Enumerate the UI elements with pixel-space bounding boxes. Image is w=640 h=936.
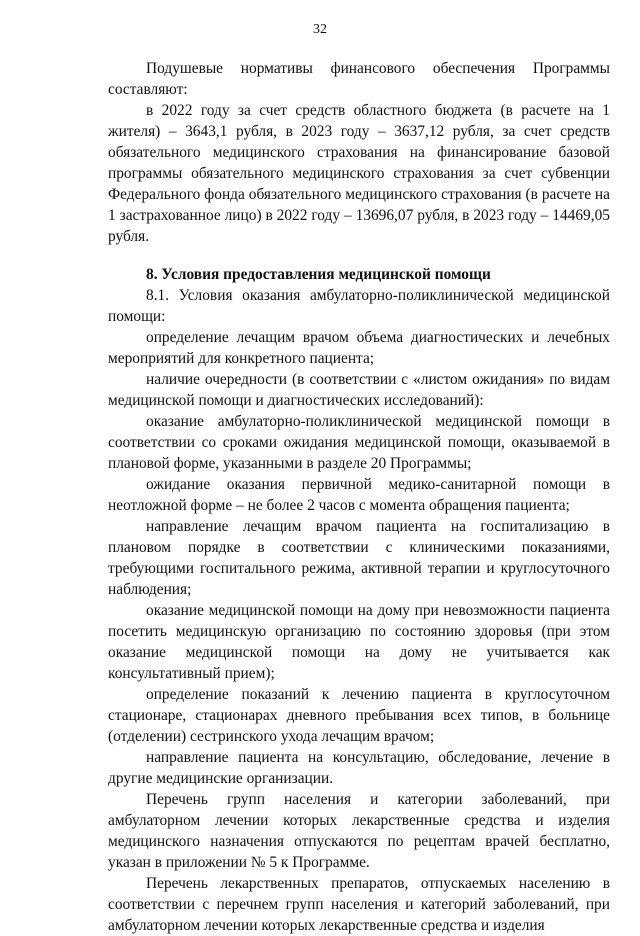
paragraph: оказание амбулаторно-поликлинической медицинской помощи в соответствии со сроками ожидания медицинской помощи, оказываемой в плановой форме, указанными в разделе 20 Программы; [108, 413, 610, 472]
paragraph: ожидание оказания первичной медико-санитарной помощи в неотложной форме – не более 2 часов с момента обращения пациента; [108, 476, 610, 514]
paragraph: направление пациента на консультацию, обследование, лечение в другие медицинские организации. [108, 749, 610, 787]
paragraph: в 2022 году за счет средств областного бюджета (в расчете на 1 жителя) – 3643,1 рубля, в 2023 году – 3637,12 рубля, за счет средств обязательного медицинского страхования на финансирование базовой программы обязательного медицинского страхования за счет субвенции Федерального фонда обязательного медицинского страхования (в расчете на 1 застрахованное лицо) в 2022 году – 13696,07 рубля, в 2023 году – 14469,05 рубля. [108, 102, 610, 245]
paragraph: оказание медицинской помощи на дому при невозможности пациента посетить медицинскую организацию по состоянию здоровья (при этом оказание медицинской помощи на дому не учитывается как консультативный прием); [108, 602, 610, 682]
section-heading: 8. Условия предоставления медицинской помощи [146, 266, 491, 283]
page-number: 32 [313, 22, 327, 37]
paragraph: Подушевые нормативы финансового обеспечения Программы составляют: [108, 60, 610, 98]
paragraph: Перечень лекарственных препаратов, отпускаемых населению в соответствии с перечнем групп населения и категорий заболеваний, при амбулаторном лечении которых лекарственные средства и изделия [108, 875, 610, 934]
paragraph: определение показаний к лечению пациента в круглосуточном стационаре, стационарах дневного пребывания всех типов, в больнице (отделении) сестринского ухода лечащим врачом; [108, 686, 610, 745]
paragraph: наличие очередности (в соответствии с «листом ожидания» по видам медицинской помощи и диагностических исследований): [108, 371, 610, 409]
paragraph: определение лечащим врачом объема диагностических и лечебных мероприятий для конкретного пациента; [108, 329, 610, 367]
paragraph: направление лечащим врачом пациента на госпитализацию в плановом порядке в соответствии с клиническими показаниями, требующими госпитального режима, активной терапии и круглосуточного наблюдения; [108, 518, 610, 598]
paragraph: 8.1. Условия оказания амбулаторно-поликлинической медицинской помощи: [108, 287, 610, 325]
document-body [108, 58, 610, 936]
paragraph: Перечень групп населения и категории заболеваний, при амбулаторном лечении которых лекарственные средства и изделия медицинского назначения отпускаются по рецептам врачей бесплатно, указан в приложении № 5 к Программе. [108, 791, 610, 871]
